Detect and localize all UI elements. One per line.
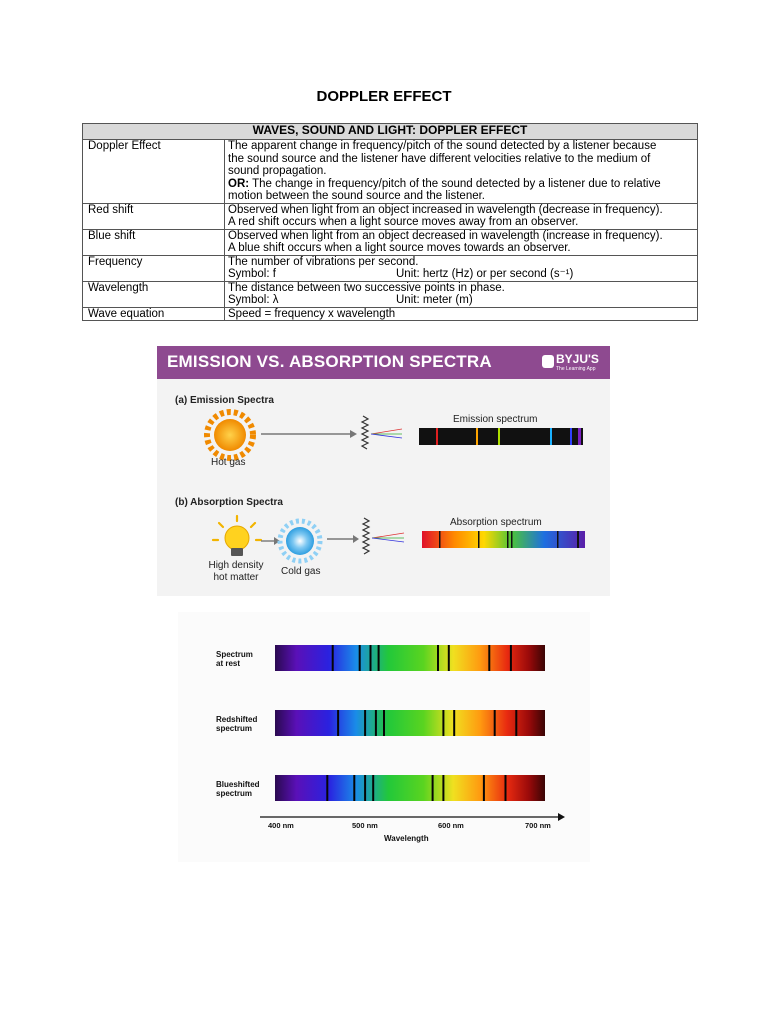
- arrow-icon: [261, 430, 357, 438]
- absorption-line: [515, 710, 517, 736]
- axis-tick-label: 500 nm: [352, 821, 378, 830]
- diffraction-grating-icon: [362, 416, 368, 449]
- unit-text: Unit: meter (m): [396, 294, 473, 306]
- table-row: [83, 203, 698, 229]
- definition-frequency: [225, 255, 698, 281]
- diffraction-grating-icon: [363, 518, 369, 554]
- term-blue-shift: Blue shift: [83, 229, 225, 255]
- sun-icon: [207, 412, 253, 458]
- absorption-line: [483, 775, 485, 801]
- table-row: [83, 255, 698, 281]
- absorption-line: [494, 710, 496, 736]
- definition-line: A red shift occurs when a light source moves away from an observer.: [228, 216, 579, 228]
- definition-line: Observed when light from an object increased in wavelength (decrease in frequency).: [228, 203, 663, 216]
- definition-line: sound propagation.: [228, 165, 327, 177]
- absorption-line: [442, 710, 444, 736]
- spectrum-bar: [275, 645, 545, 671]
- axis-tick-label: 700 nm: [525, 821, 551, 830]
- wavelength-axis: [260, 813, 565, 821]
- absorption-line: [364, 775, 366, 801]
- definition-red-shift: [225, 203, 698, 229]
- emission-spectrum: [419, 428, 583, 445]
- symbol-unit-line: [228, 268, 694, 281]
- brand-tagline: The Learning App: [556, 366, 596, 372]
- cold-gas-icon: [280, 521, 320, 561]
- page-title: DOPPLER EFFECT: [316, 88, 452, 105]
- hot-matter-line: hot matter: [213, 572, 259, 583]
- absorption-line: [488, 645, 490, 671]
- definitions-table: [82, 123, 698, 321]
- definition-line: Observed when light from an object decreased in wavelength (increase in frequency).: [228, 229, 663, 242]
- absorption-line: [510, 645, 512, 671]
- row-label-line: spectrum: [216, 789, 253, 798]
- spectrum-bar: [275, 710, 545, 736]
- doppler-spectra-figure: [178, 612, 590, 862]
- absorption-line: [432, 775, 434, 801]
- emission-absorption-graphics: [157, 346, 610, 596]
- absorption-line: [383, 710, 385, 736]
- absorption-line: [375, 710, 377, 736]
- absorption-spectrum: [422, 531, 585, 548]
- brand-name: BYJU'S: [556, 352, 599, 366]
- axis-tick-label: 600 nm: [438, 821, 464, 830]
- absorption-line: [370, 645, 372, 671]
- absorption-line: [378, 645, 380, 671]
- or-text: The change in frequency/pitch of the sound detected by a listener due to relative: [249, 177, 661, 190]
- table-heading: WAVES, SOUND AND LIGHT: DOPPLER EFFECT: [83, 124, 698, 140]
- term-wave-equation: Wave equation: [83, 307, 225, 321]
- definition-line: motion between the sound source and the listener.: [228, 190, 486, 202]
- absorption-line: [442, 775, 444, 801]
- spectrum-row-label: [216, 715, 257, 733]
- table-row: [83, 307, 698, 321]
- absorption-line: [364, 710, 366, 736]
- row-label-line: Spectrum: [216, 650, 253, 659]
- hot-gas-label: Hot gas: [211, 457, 246, 468]
- definition-line: The distance between two successive points in phase.: [228, 281, 505, 294]
- light-bulb-icon: [213, 516, 261, 556]
- symbol-text: Symbol: f: [228, 268, 276, 280]
- term-red-shift: Red shift: [83, 203, 225, 229]
- term-frequency: Frequency: [83, 255, 225, 281]
- axis-title: Wavelength: [384, 834, 429, 843]
- definition-wave-equation: [225, 307, 698, 321]
- table-header-row: [83, 124, 698, 140]
- term-wavelength: Wavelength: [83, 281, 225, 307]
- definition-line: the sound source and the listener have different velocities relative to the medium of: [228, 152, 651, 165]
- unit-text: Unit: hertz (Hz) or per second (s⁻¹): [396, 268, 574, 280]
- absorption-line: [505, 775, 507, 801]
- table-row: [83, 229, 698, 255]
- spectra-bars: [275, 645, 545, 801]
- arrow-icon: [261, 537, 280, 545]
- row-label-line: at rest: [216, 659, 241, 668]
- spectrum-row-label: [216, 650, 253, 668]
- table-row: [83, 281, 698, 307]
- axis-tick-label: 400 nm: [268, 821, 294, 830]
- definition-blue-shift: [225, 229, 698, 255]
- banner-title: EMISSION VS. ABSORPTION SPECTRA: [167, 352, 492, 371]
- section-a-label: (a) Emission Spectra: [175, 395, 274, 406]
- absorption-line: [372, 775, 374, 801]
- cold-gas-label: Cold gas: [281, 566, 321, 577]
- absorption-line: [359, 645, 361, 671]
- row-label-line: Blueshifted: [216, 780, 260, 789]
- definition-line: The apparent change in frequency/pitch of the sound detected by a listener because: [228, 140, 657, 152]
- high-density-line: High density: [208, 560, 264, 571]
- emission-spectrum-label: Emission spectrum: [453, 414, 538, 425]
- absorption-line: [337, 710, 339, 736]
- spectrum-row-label: [216, 780, 260, 798]
- table-row: [83, 140, 698, 204]
- absorption-line: [326, 775, 328, 801]
- row-label-line: spectrum: [216, 724, 253, 733]
- term-doppler-effect: Doppler Effect: [83, 140, 225, 204]
- definition-line: The number of vibrations per second.: [228, 255, 419, 268]
- definition-line: A blue shift occurs when a light source moves towards an observer.: [228, 242, 571, 254]
- diffracted-rays: [372, 533, 404, 542]
- section-b-label: (b) Absorption Spectra: [175, 497, 283, 508]
- absorption-line: [332, 645, 334, 671]
- symbol-text: Symbol: λ: [228, 294, 279, 306]
- absorption-line: [437, 645, 439, 671]
- or-label: OR:: [228, 177, 250, 190]
- absorption-line: [448, 645, 450, 671]
- definition-line: Speed = frequency x wavelength: [228, 307, 396, 320]
- absorption-line: [353, 775, 355, 801]
- definition-doppler-effect: [225, 140, 698, 204]
- arrow-icon: [327, 535, 359, 543]
- absorption-line: [453, 710, 455, 736]
- emission-absorption-figure: [157, 346, 610, 596]
- diffracted-rays: [371, 429, 402, 438]
- definition-wavelength: [225, 281, 698, 307]
- symbol-unit-line: [228, 294, 694, 307]
- definition-line: [228, 178, 694, 191]
- row-label-line: Redshifted: [216, 715, 258, 724]
- high-density-label: [203, 560, 269, 584]
- absorption-spectrum-label: Absorption spectrum: [450, 517, 542, 528]
